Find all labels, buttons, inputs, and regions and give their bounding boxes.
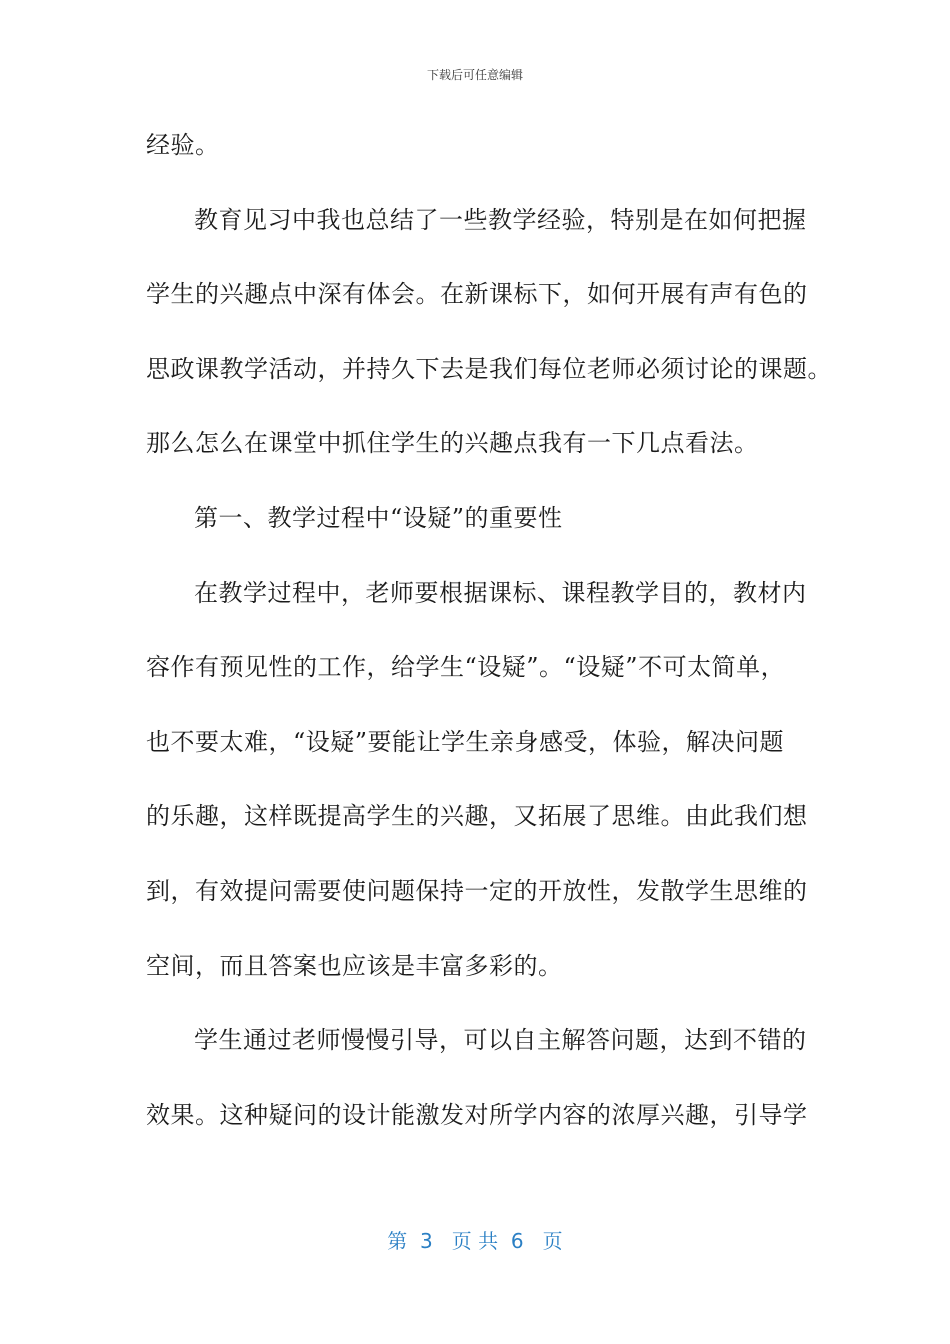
page-number-footer: 第 3 页 共 6 页 — [387, 1229, 563, 1253]
text-line: 在教学过程中，老师要根据课标、课程教学目的，教材内 — [194, 578, 807, 607]
text-line: 教育见习中我也总结了一些教学经验，特别是在如何把握 — [194, 205, 807, 234]
text-line: 经验。 — [146, 131, 220, 159]
section-heading: 第一、教学过程中“设疑”的重要性 — [194, 503, 563, 532]
text-line: 到，有效提问需要使问题保持一定的开放性，发散学生思维的 — [146, 876, 808, 905]
document-body — [146, 120, 832, 1164]
text-line: 那么怎么在课堂中抓住学生的兴趣点我有一下几点看法。 — [146, 429, 759, 458]
text-line: 也不要太难，“设疑”要能让学生亲身感受，体验，解决问题 — [146, 727, 785, 756]
text-line: 空间，而且答案也应该是丰富多彩的。 — [146, 951, 563, 980]
text-line: 学生的兴趣点中深有体会。在新课标下，如何开展有声有色的 — [146, 280, 808, 309]
page-header: 下载后可任意编辑 — [426, 68, 523, 82]
text-line: 的乐趣，这样既提高学生的兴趣，又拓展了思维。由此我们想 — [146, 802, 808, 831]
text-line: 效果。这种疑问的设计能激发对所学内容的浓厚兴趣，引导学 — [146, 1100, 808, 1129]
text-line: 学生通过老师慢慢引导，可以自主解答问题，达到不错的 — [194, 1026, 807, 1055]
text-line: 容作有预见性的工作，给学生“设疑”。“设疑”不可太简单， — [146, 653, 786, 682]
text-line: 思政课教学活动，并持久下去是我们每位老师必须讨论的课题。 — [146, 354, 832, 383]
